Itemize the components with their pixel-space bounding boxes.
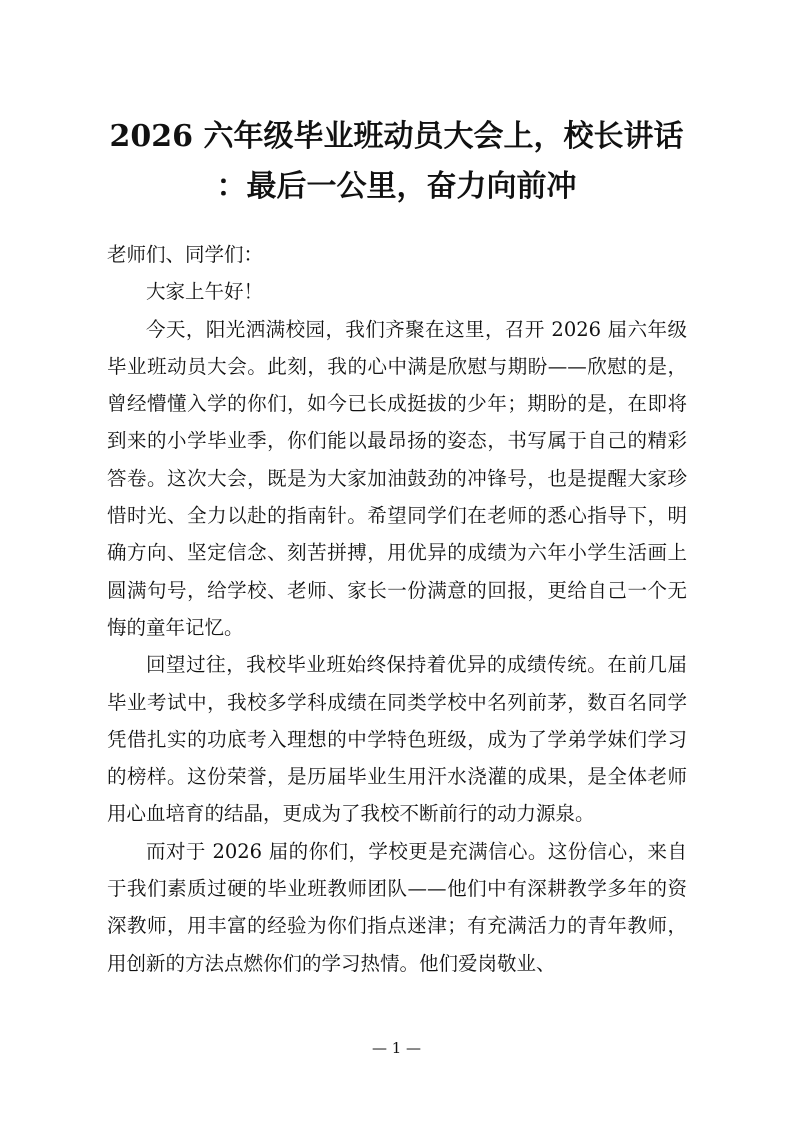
title-line-2: ：最后一公里，奋力向前冲	[216, 169, 577, 204]
page-number: — 1 —	[371, 1039, 422, 1057]
greeting: 大家上午好！	[146, 280, 264, 304]
paragraph-3: 而对于 2026 届的你们，学校更是充满信心。这份信心，来自于我们素质过硬的毕业班教师团队——他们中有深耕教学多年的资深教师，用丰富的经验为你们指点迷津；有充满活力的青年教师，用创新的方法点燃你们的学习热情。他们爱岗敬业、	[107, 839, 687, 975]
document-body	[107, 236, 687, 982]
document-title	[90, 112, 703, 212]
title-line-1: 2026 六年级毕业班动员大会上，校长讲话	[109, 119, 684, 154]
salutation: 老师们、同学们：	[107, 243, 264, 266]
paragraph-2: 回望过往，我校毕业班始终保持着优异的成绩传统。在前几届毕业考试中，我校多学科成绩在同类学校中名列前茅，数百名同学凭借扎实的功底考入理想的中学特色班级，成为了学弟学妹们学习的榜样。这份荣誉，是历届毕业生用汗水浇灌的成果，是全体老师用心血培育的结晶，更成为了我校不断前行的动力源泉。	[107, 653, 687, 826]
paragraph-1: 今天，阳光洒满校园，我们齐聚在这里，召开 2026 届六年级毕业班动员大会。此刻，我的心中满是欣慰与期盼——欣慰的是，曾经懵懂入学的你们，如今已长成挺拔的少年；期盼的是，在即将到来的小学毕业季，你们能以最昂扬的姿态，书写属于自己的精彩答卷。这次大会，既是为大家加油鼓劲的冲锋号，也是提醒大家珍惜时光、全力以赴的指南针。希望同学们在老师的悉心指导下，明确方向、坚定信念、刻苦拼搏，用优异的成绩为六年小学生活画上圆满句号，给学校、老师、家长一份满意的回报，更给自己一个无悔的童年记忆。	[107, 317, 687, 639]
